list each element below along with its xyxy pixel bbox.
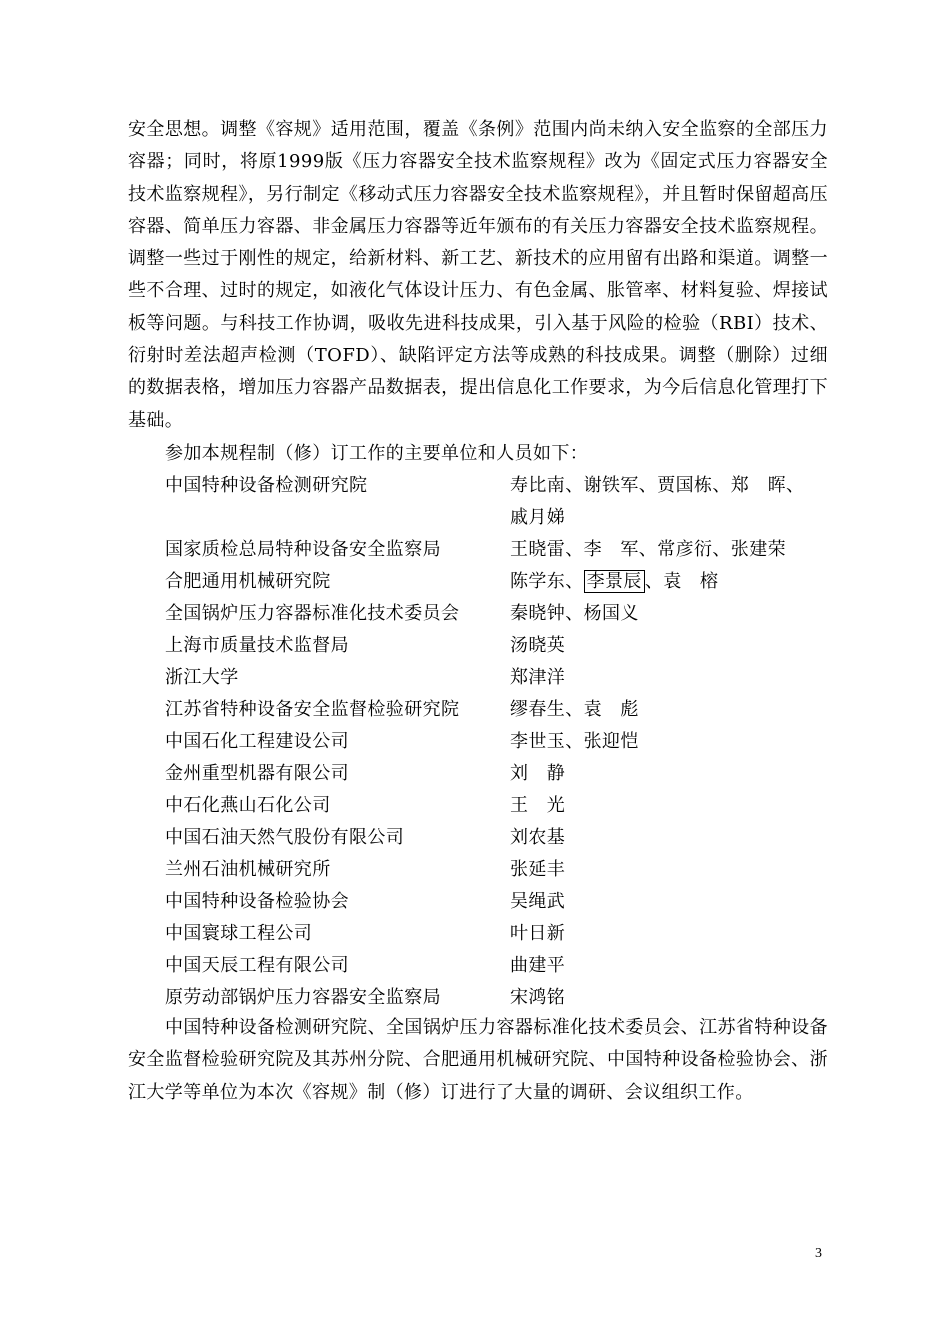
participant-row: [0, 630, 950, 662]
participant-people: 叶日新: [510, 923, 566, 944]
participant-row: [0, 854, 950, 886]
participant-people-before: 陈学东、: [510, 571, 584, 592]
participant-org: 合肥通用机械研究院: [165, 571, 331, 592]
participant-people: 吴绳武: [510, 891, 566, 912]
participant-people: 张延丰: [510, 859, 566, 880]
participant-row: [0, 886, 950, 918]
participant-org: 中国寰球工程公司: [165, 923, 313, 944]
participant-org: 中国石化工程建设公司: [165, 731, 349, 752]
participant-row: [0, 918, 950, 950]
participant-org: 原劳动部锅炉压力容器安全监察局: [165, 987, 441, 1008]
participant-org: 中石化燕山石化公司: [165, 795, 331, 816]
participant-people: 宋鸿铭: [510, 987, 566, 1008]
participant-org: 上海市质量技术监督局: [165, 635, 349, 656]
participant-people: [510, 566, 820, 598]
participant-people-after: 、袁 榕: [644, 571, 719, 592]
participant-people: 汤晓英: [510, 635, 566, 656]
participant-people: 李世玉、张迎恺: [510, 731, 639, 752]
page-number: 3: [815, 1246, 822, 1261]
participant-row: [0, 790, 950, 822]
participant-row: [0, 534, 950, 566]
participant-org: 江苏省特种设备安全监督检验研究院: [165, 699, 460, 720]
participant-org: 兰州石油机械研究所: [165, 859, 331, 880]
participant-org: 全国锅炉压力容器标准化技术委员会: [165, 603, 460, 624]
participant-people: 刘 静: [510, 763, 566, 784]
participant-row: [0, 598, 950, 630]
participant-org: 中国天辰工程有限公司: [165, 955, 349, 976]
participant-people: 刘农基: [510, 827, 566, 848]
participants-intro: 参加本规程制（修）订工作的主要单位和人员如下：: [165, 443, 589, 464]
participant-row: [0, 694, 950, 726]
participant-org: 国家质检总局特种设备安全监察局: [165, 539, 441, 560]
participant-row: [0, 470, 950, 534]
participant-people: 郑津洋: [510, 667, 566, 688]
participant-people: 寿比南、谢铁军、贾国栋、郑 晖、戚月娣: [510, 475, 805, 528]
participant-people: 缪春生、袁 彪: [510, 699, 639, 720]
participant-row: [0, 822, 950, 854]
boxed-name: 李景辰: [584, 570, 645, 593]
participant-org: 中国特种设备检验协会: [165, 891, 349, 912]
participant-org: 金州重型机器有限公司: [165, 763, 349, 784]
participant-org: 中国特种设备检测研究院: [165, 475, 368, 496]
participant-row: [0, 726, 950, 758]
participant-people: 王晓雷、李 军、常彦衍、张建荣: [510, 539, 786, 560]
participant-people: 王 光: [510, 795, 566, 816]
paragraph-top: 安全思想。调整《容规》适用范围，覆盖《条例》范围内尚未纳入安全监察的全部压力容器；同时，将原1999版《压力容器安全技术监察规程》改为《固定式压力容器安全技术监察规程》，另行制定《移动式压力容器安全技术监察规程》，并且暂时保留超高压容器、简单压力容器、非金属压力容器等近年颁布的有关压力容器安全技术监察规程。调整一些过于刚性的规定，给新材料、新工艺、新技术的应用留有出路和渠道。调整一些不合理、过时的规定，如液化气体设计压力、有色金属、胀管率、材料复验、焊接试板等问题。与科技工作协调，吸收先进科技成果，引入基于风险的检验（RBI）技术、衍射时差法超声检测（TOFD）、缺陷评定方法等成熟的科技成果。调整（删除）过细的数据表格，增加压力容器产品数据表，提出信息化工作要求，为今后信息化管理打下基础。: [128, 119, 828, 431]
paragraph-bottom: 中国特种设备检测研究院、全国锅炉压力容器标准化技术委员会、江苏省特种设备安全监督检验研究院及其苏州分院、合肥通用机械研究院、中国特种设备检验协会、浙江大学等单位为本次《容规》制（修）订进行了大量的调研、会议组织工作。: [128, 1017, 828, 1103]
participants-list: [0, 470, 950, 1014]
participant-row: [0, 566, 950, 598]
participant-org: 中国石油天然气股份有限公司: [165, 827, 405, 848]
participant-row: [0, 982, 950, 1014]
participant-people: 秦晓钟、杨国义: [510, 603, 639, 624]
participant-people: 曲建平: [510, 955, 566, 976]
participant-org: 浙江大学: [165, 667, 239, 688]
participant-row: [0, 662, 950, 694]
participant-row: [0, 950, 950, 982]
participant-row: [0, 758, 950, 790]
